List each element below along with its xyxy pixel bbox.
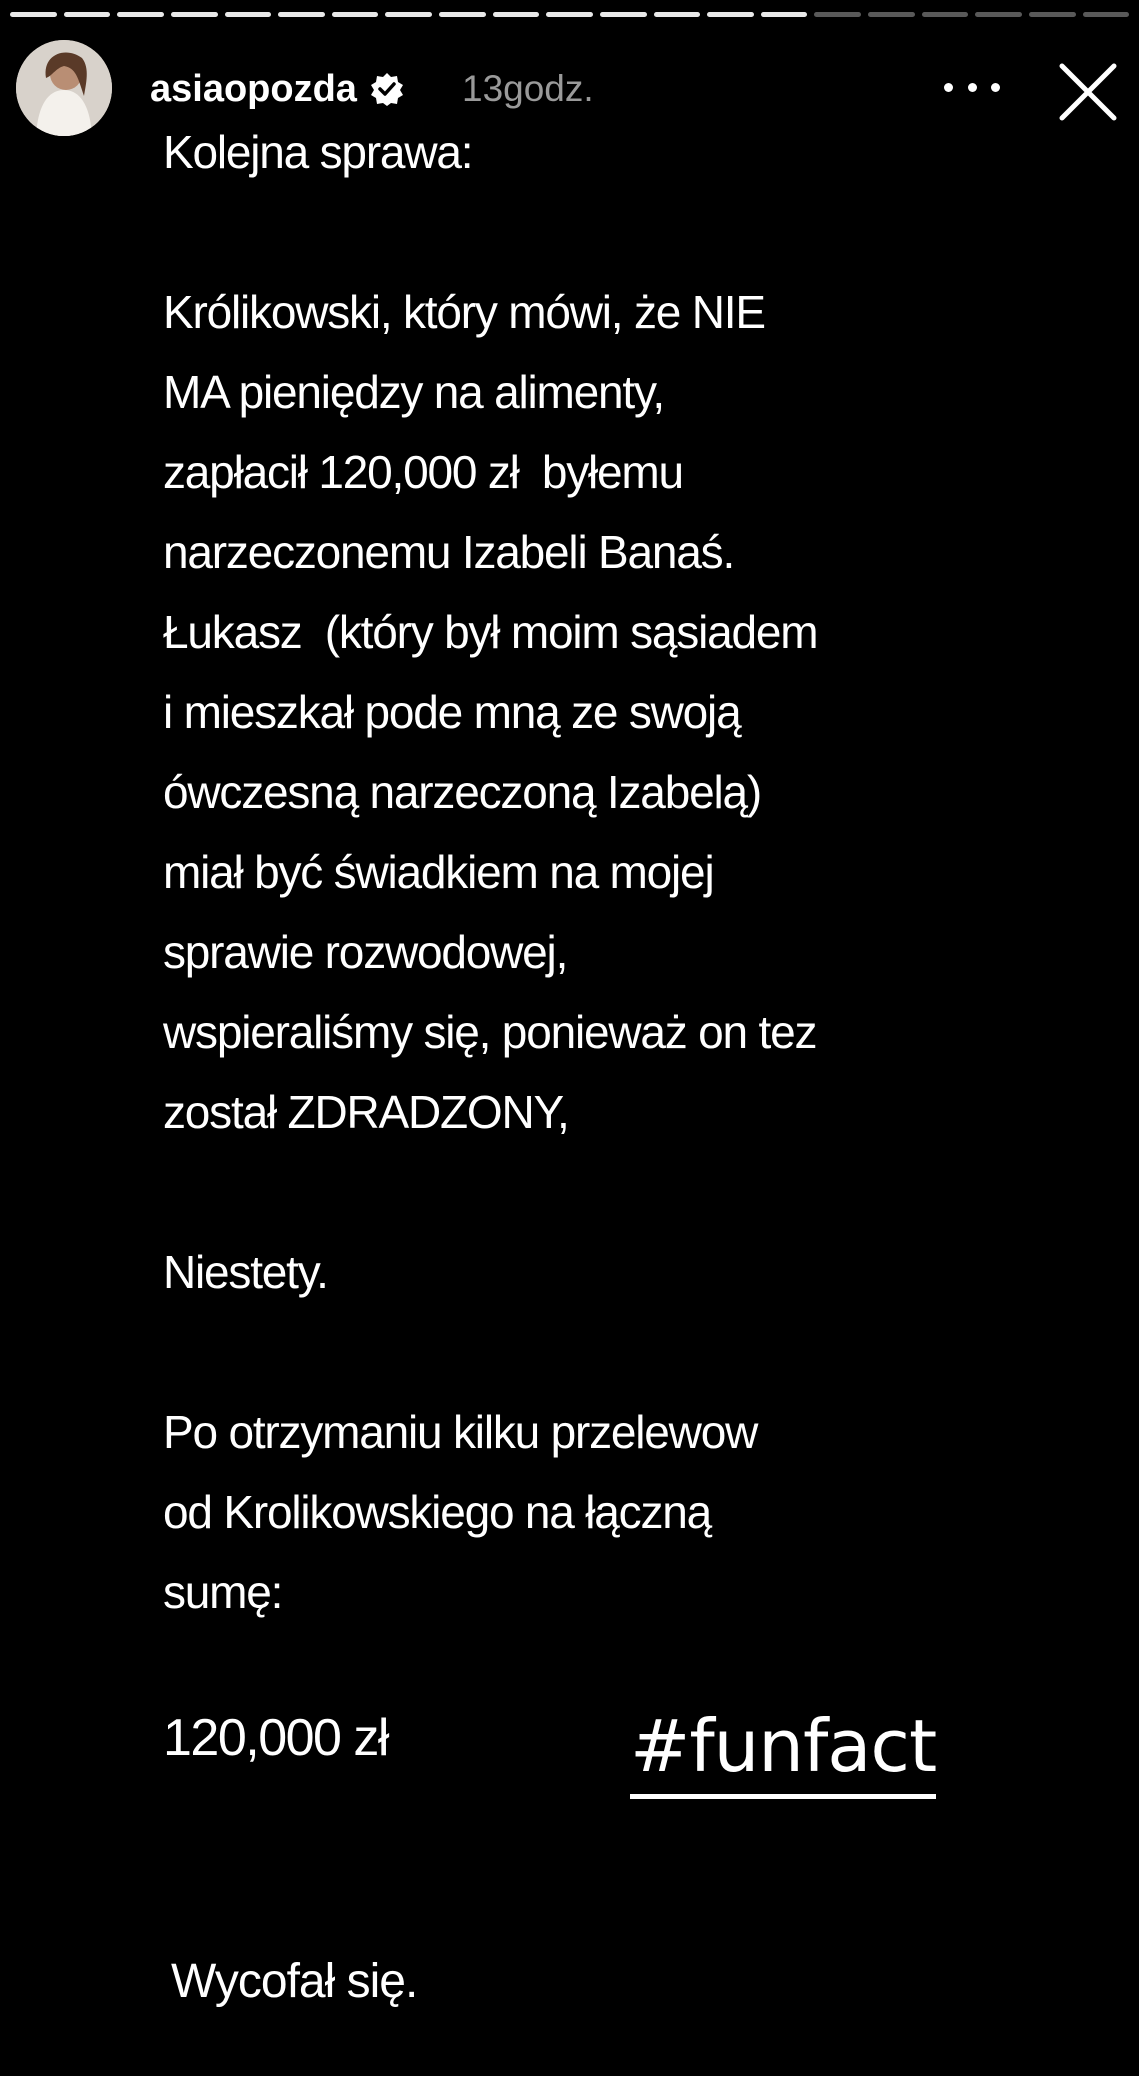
story-progress-segment [278,12,325,17]
story-progress-segment [922,12,969,17]
more-options-icon[interactable] [944,72,1000,102]
story-progress-segment [493,12,540,17]
story-text [163,112,817,1632]
story-text-line [163,192,817,272]
story-text-line: Królikowski, który mówi, że NIE [163,286,765,338]
story-progress-segment [439,12,486,17]
story-text-line [163,1152,817,1232]
story-text-line [163,1312,817,1392]
verified-badge-icon [370,72,404,106]
post-time: 13godz. [462,68,594,109]
avatar[interactable] [16,40,112,136]
story-progress-segment [1083,12,1130,17]
story-progress-segment [546,12,593,17]
story-progress-segment [654,12,701,17]
story-text-line: wspieraliśmy się, ponieważ on tez [163,1006,817,1058]
amount-text: 120,000 zł [163,1709,388,1767]
story-text-line: MA pieniędzy na alimenty, [163,366,664,418]
story-progress-segment [1029,12,1076,17]
story-progress-segment [600,12,647,17]
story-progress-segment [868,12,915,17]
story-progress-segment [117,12,164,17]
closing-text: Wycofał się. [171,1955,418,2008]
username[interactable]: asiaopozda [150,68,357,110]
story-progress-segment [332,12,379,17]
story-progress-bar [10,12,1129,18]
story-text-line: zapłacił 120,000 zł byłemu [163,446,683,498]
funfact-sticker[interactable]: #funfact [630,1702,936,1799]
story-progress-segment [707,12,754,17]
story-text-line: Łukasz (który był moim sąsiadem [163,606,818,658]
story-text-line: miał być świadkiem na mojej [163,846,714,898]
story-progress-segment [64,12,111,17]
story-text-line: sprawie rozwodowej, [163,926,568,978]
story-progress-segment [385,12,432,17]
avatar-photo-icon [16,40,112,136]
story-text-line: Po otrzymaniu kilku przelewow [163,1406,758,1458]
story-text-line: od Krolikowskiego na łączną [163,1486,712,1538]
story-progress-segment [761,12,808,17]
story-progress-segment [975,12,1022,17]
story-text-line: został ZDRADZONY, [163,1086,569,1138]
story-text-line: narzeczonemu Izabeli Banaś. [163,526,735,578]
story-text-line: i mieszkał pode mną ze swoją [163,686,741,738]
story-progress-segment [171,12,218,17]
story-text-line: Niestety. [163,1246,328,1298]
story-progress-segment [225,12,272,17]
story-text-line: sumę: [163,1566,283,1618]
story-progress-segment [10,12,57,17]
close-icon[interactable] [1056,60,1120,124]
story-text-line: Kolejna sprawa: [163,126,473,178]
story-progress-segment [814,12,861,17]
story-text-line: ówczesną narzeczoną Izabelą) [163,766,761,818]
